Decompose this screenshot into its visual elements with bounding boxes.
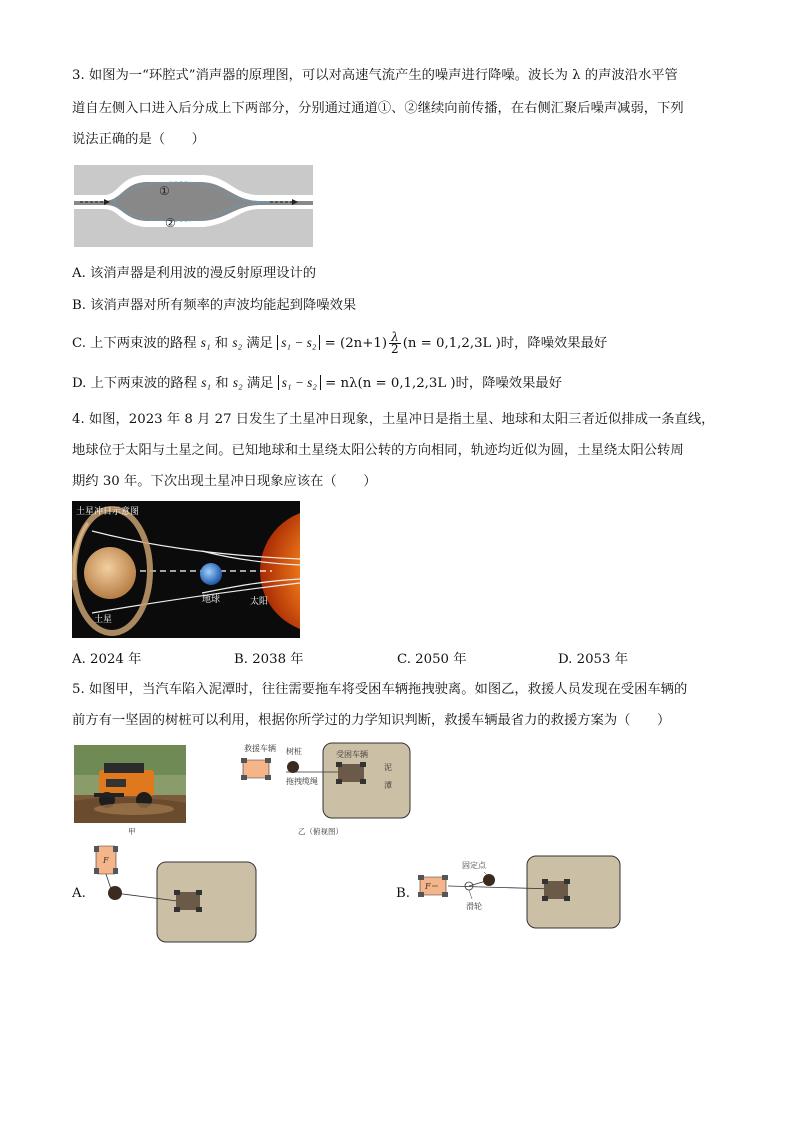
muffler-diagram [74,165,313,247]
pulley-label: 滑轮 [466,902,482,911]
stump-icon [287,761,299,773]
q4-option-d: D. 2053 年 [558,652,629,667]
q4-stem-line3: 期约 30 年。下次出现土星冲日现象应该在（ ） [72,474,377,489]
option-b-fixed-point-icon [483,874,495,886]
option-b-trapped-vehicle-icon [542,879,570,901]
fixed-point-label: 固定点 [462,861,486,870]
mud-label-2: 潭 [384,781,392,790]
option-b-diagram [414,855,624,945]
earth-label: 地球 [202,595,221,605]
stump-label: 树桩 [286,747,302,756]
svg-text:F: F [103,856,109,865]
q5-stem-line2: 前方有一坚固的树桩可以利用，根据你所学过的力学知识判断，救援车辆最省力的救援方案为（ ） [72,713,671,728]
option-a-rescue-vehicle-icon [94,846,118,874]
q4-stem-line2: 地球位于太阳与土星之间。已知地球和土星绕太阳公转的方向相同，轨迹均近似为圆，土星绕太阳公转周 [72,443,684,458]
option-b-rescue-vehicle-icon [418,875,448,897]
option-a-trapped-vehicle-icon [174,890,202,912]
q3-option-d: D. 上下两束波的路程 s₁ 和 s₂ 满足 s₁ − s₂ = nλ(n = 0,1,2,3L )时，降噪效果最好 [72,375,562,391]
q3-stem-line3: 说法正确的是（ ） [72,132,205,147]
rope-label: 拖拽缆绳 [286,777,318,786]
trapped-vehicle-label: 受困车辆 [336,750,368,759]
q3-stem-line1: 3. 如图为一“环腔式”消声器的原理图，可以对高速气流产生的噪声进行降噪。波长为 λ 的声波沿水平管 [72,68,678,83]
mud-label-1: 泥 [384,763,392,772]
option-a-diagram [90,840,260,945]
svg-text:F: F [425,882,431,891]
caption-yi: 乙（俯视图） [298,827,343,836]
saturn-opposition-figure [72,501,300,638]
q4-option-b: B. 2038 年 [234,652,304,667]
jeep-in-mud-photo [74,745,186,823]
q3-stem-line2: 道自左侧入口进入后分成上下两部分，分别通过通道①、②继续向前传播，在右侧汇聚后噪声减弱，下列 [72,101,684,116]
q3-option-b: B. 该消声器对所有频率的声波均能起到降噪效果 [72,298,357,313]
caption-jia: 甲 [128,827,136,836]
rescue-vehicle-icon [241,758,271,780]
channel-1-label: ① [159,184,170,198]
q4-option-a: A. 2024 年 [72,652,142,667]
rescue-vehicle-label: 救援车辆 [244,744,276,753]
q4-stem-line1: 4. 如图，2023 年 8 月 27 日发生了土星冲日现象，土星冲日是指土星、地球和太阳三者近似排成一条直线， [72,412,715,427]
trapped-vehicle-icon [336,762,366,784]
q3-option-c: C. 上下两束波的路程 s₁ 和 s₂ 满足 s₁ − s₂ = (2n+1) $\frac{\lambda}{2}$ (n = 0,1,2,3L )时，降噪效果最好 [72,330,608,356]
q4-option-c: C. 2050 年 [397,652,467,667]
q5-stem-line1: 5. 如图甲，当汽车陷入泥潭时，往往需要拖车将受困车辆拖拽驶离。如图乙，救援人员发现在受困车辆的 [72,682,688,697]
top-view-diagram [238,740,413,825]
saturn-label: 土星 [94,615,113,625]
figure-title: 土星冲日示意图 [76,507,140,517]
sun-label: 太阳 [250,597,269,607]
q5-option-a-label: A. [72,886,86,901]
channel-2-label: ② [165,216,176,230]
q3-option-a: A. 该消声器是利用波的漫反射原理设计的 [72,266,317,281]
q5-option-b-label: B. [396,886,410,901]
